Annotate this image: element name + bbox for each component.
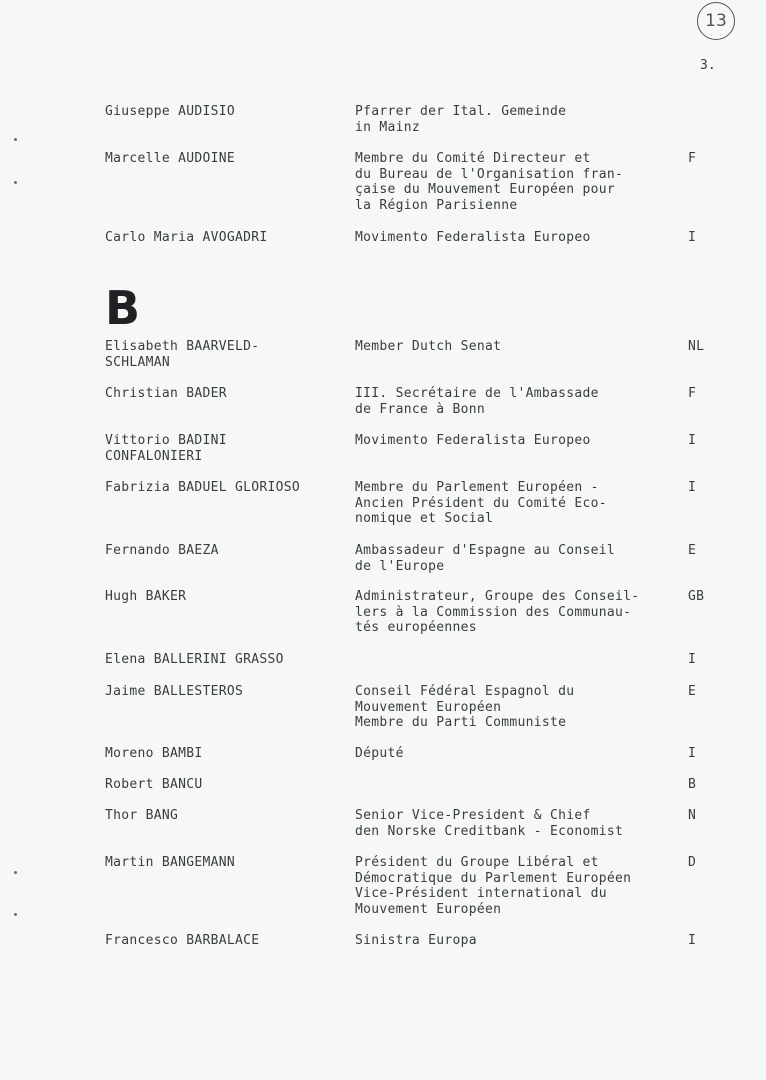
margin-dot	[14, 181, 17, 184]
organization: Senior Vice-President & Chief den Norske Creditbank - Economist	[355, 808, 624, 839]
person-name: Thor BANG	[105, 808, 179, 823]
country-code: E	[688, 684, 697, 699]
person-name: Robert BANCU	[105, 777, 203, 792]
country-code: GB	[688, 589, 705, 604]
margin-dot	[14, 913, 17, 916]
organization: Président du Groupe Libéral et Démocratique du Parlement Européen Vice-Président international du Mouvement Européen	[355, 855, 632, 917]
person-name: Fabrizia BADUEL GLORIOSO	[105, 480, 301, 495]
organization: Membre du Comité Directeur et du Bureau de l'Organisation fran- çaise du Mouvement Européen pour la Région Parisienne	[355, 151, 624, 213]
organization: Membre du Parlement Européen - Ancien Président du Comité Eco- nomique et Social	[355, 480, 607, 526]
organization: Pfarrer der Ital. Gemeinde in Mainz	[355, 104, 567, 135]
person-name: Giuseppe AUDISIO	[105, 104, 236, 119]
person-name: Jaime BALLESTEROS	[105, 684, 244, 699]
country-code: N	[688, 808, 697, 823]
organization: Député	[355, 746, 404, 761]
country-code: E	[688, 543, 697, 558]
organization: Administrateur, Groupe des Conseil- lers à la Commission des Communau- tés européennes	[355, 589, 640, 635]
country-code: F	[688, 386, 697, 401]
country-code: I	[688, 480, 697, 495]
person-name: Elisabeth BAARVELD- SCHLAMAN	[105, 339, 260, 370]
country-code: F	[688, 151, 697, 166]
margin-dot	[14, 138, 17, 141]
page-number: 3.	[700, 58, 716, 73]
country-code: I	[688, 433, 697, 448]
organization: Member Dutch Senat	[355, 339, 502, 354]
country-code: I	[688, 652, 697, 667]
country-code: D	[688, 855, 697, 870]
country-code: I	[688, 230, 697, 245]
organization: Movimento Federalista Europeo	[355, 230, 591, 245]
country-code: I	[688, 746, 697, 761]
section-letter: B	[105, 281, 141, 335]
organization: III. Secrétaire de l'Ambassade de France à Bonn	[355, 386, 599, 417]
organization: Movimento Federalista Europeo	[355, 433, 591, 448]
person-name: Carlo Maria AVOGADRI	[105, 230, 268, 245]
person-name: Martin BANGEMANN	[105, 855, 236, 870]
organization: Conseil Fédéral Espagnol du Mouvement Européen Membre du Parti Communiste	[355, 684, 575, 730]
person-name: Hugh BAKER	[105, 589, 187, 604]
organization: Sinistra Europa	[355, 933, 477, 948]
country-code: B	[688, 777, 697, 792]
handwritten-page-mark: 13	[697, 2, 735, 40]
person-name: Fernando BAEZA	[105, 543, 219, 558]
person-name: Elena BALLERINI GRASSO	[105, 652, 284, 667]
person-name: Christian BADER	[105, 386, 227, 401]
margin-dot	[14, 871, 17, 874]
country-code: NL	[688, 339, 705, 354]
person-name: Marcelle AUDOINE	[105, 151, 236, 166]
person-name: Moreno BAMBI	[105, 746, 203, 761]
person-name: Vittorio BADINI CONFALONIERI	[105, 433, 227, 464]
country-code: I	[688, 933, 697, 948]
organization: Ambassadeur d'Espagne au Conseil de l'Europe	[355, 543, 616, 574]
person-name: Francesco BARBALACE	[105, 933, 260, 948]
